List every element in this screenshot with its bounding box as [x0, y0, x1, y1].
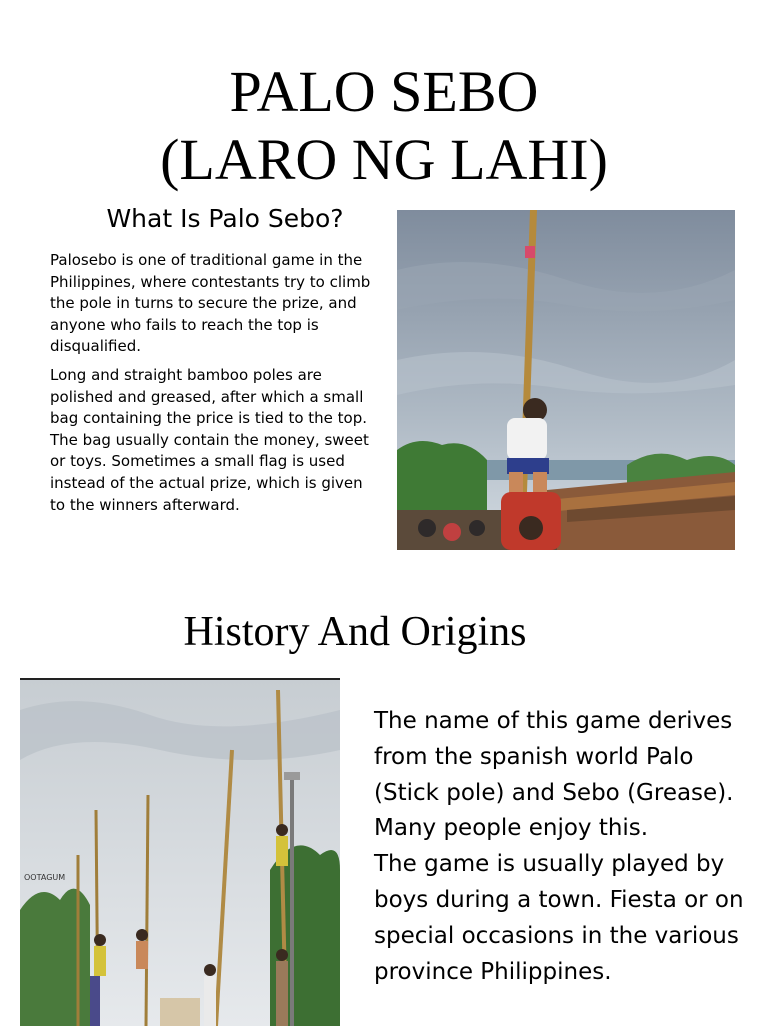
what-is-paragraph-1: Palosebo is one of traditional game in the Philippines, where contestants try to climb the pole in turns to secure the prize, and anyone who fails to reach the top is disqualified.	[50, 251, 371, 356]
page-title	[0, 58, 768, 194]
history-paragraph-2: The game is usually played by boys during a town. Fiesta or on special occasions in the various province Philippines.	[374, 851, 744, 985]
bamboo-poles-photo	[20, 678, 340, 1026]
history-paragraph-1: The name of this game derives from the spanish world Palo (Stick pole) and Sebo (Grease). Many people enjoy this.	[374, 708, 734, 842]
history-heading: History And Origins	[183, 609, 527, 655]
history-body	[374, 704, 754, 990]
what-is-body	[50, 250, 380, 523]
what-is-paragraph-2: Long and straight bamboo poles are polished and greased, after which a small bag containing the price is tied to the top. The bag usually contain the money, sweet or toys. Sometimes a small flag is used instead of the actual prize, which is given to the winners afterward.	[50, 365, 369, 514]
pole-climbing-photo	[397, 210, 735, 550]
title-line-2: (LARO NG LAHI)	[160, 127, 608, 192]
what-is-heading: What Is Palo Sebo?	[106, 204, 344, 233]
photo-watermark: OOTAGUM	[24, 873, 66, 882]
title-line-1: PALO SEBO	[229, 59, 539, 124]
